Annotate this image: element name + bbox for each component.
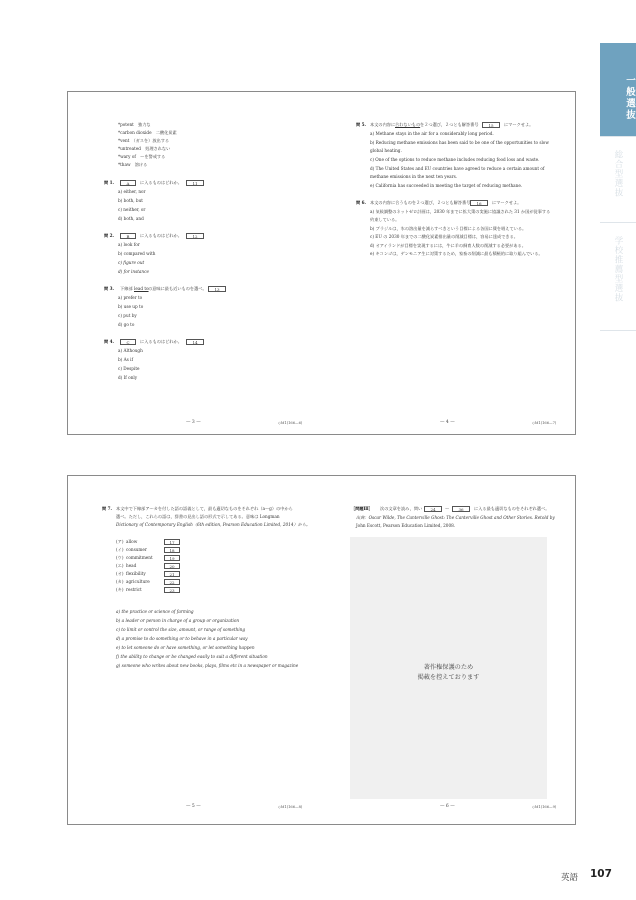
page-4 [322,92,576,434]
option: b) use up to [118,304,144,309]
question-text: にマークせよ。 [492,200,522,205]
option: d) for instance [118,269,149,274]
footer-page-number: 107 [590,868,612,880]
question-text: 下線部 [120,286,133,291]
option: global heating. [370,148,402,153]
section-tab-label: 一般選抜 [624,75,635,121]
page-5 [68,476,322,824]
question-label: 問 6. [356,200,367,205]
question-text: 本文の内容に [370,122,396,127]
question-text: に入るものはどれか。 [140,180,182,185]
question-text: に入る最も適切なものをそれぞれ選べ。 [474,506,550,511]
answer-number-box: 17 [164,539,180,545]
question-text: を２つ選び，２つとも解答番号 [420,122,479,127]
glossary-item: *vent （ガスを）放出する [118,138,170,143]
definition: d) a promise to do something or to behave in a particular way [116,636,248,641]
option: a) Although [118,348,143,353]
page-code: ◇M1(166—7) [532,421,557,425]
option: e) キコンゴは，ゲンモニア生に対策するため，家畜の削減に最も積極的に取り組んでいる。 [370,251,543,256]
option: b) both, but [118,198,143,203]
option: c) put by [118,313,137,318]
option: b) compared with [118,251,156,256]
target-word: head [126,563,137,568]
answer-blank: B [120,233,136,239]
copyright-notice-line: 掲載を控えております [417,674,480,681]
option: a) look for [118,242,140,247]
answer-number-box: 11 [186,180,204,186]
question-label: 問 7. [102,506,113,511]
answer-blank: A [120,180,136,186]
word-tag: (カ) [116,579,124,584]
target-word: restrict [126,587,142,592]
option: b) As if [118,357,134,362]
question-text: に入るものはどれか。 [140,339,182,344]
option: methane emissions in the next ten years. [370,174,458,179]
footer-subject: 英語 [561,873,579,883]
question-text: 本文中で下線部ア〜カを付した語の語義として，最も適切なものをそれぞれ（a〜g）の中から [116,506,293,511]
question-label: 問 2. [104,233,115,238]
question-label: 問 1. [104,180,115,185]
side-divider [600,330,636,331]
option: d) If only [118,375,138,380]
question-text: にマークせよ。 [504,122,534,127]
definition: e) to let someone do or have something, or let something happen [116,645,255,650]
question-text: に入るものはどれか。 [140,233,182,238]
target-word: allow [126,539,138,544]
page-code: ◇M1(166—9) [532,805,557,809]
side-label-sogo: 総合型選抜 [613,150,623,198]
target-word: flexibility [126,571,146,576]
page-code: ◇M1(166—6) [278,421,303,425]
answer-number-box: 12 [186,233,204,239]
page-code: ◇M1(166—8) [278,805,303,809]
option: b) ブラジルは，氷の溶出量を減らすべきという目標による各国に賛を唱えている。 [370,226,527,231]
definition: c) to limit or control the size, amount, or range of something [116,627,246,632]
option: c) neither, or [118,207,146,212]
glossary-item: *wary of 〜を警戒する [118,154,166,159]
page-number: — 4 — [440,420,455,425]
answer-number-box: 36 [452,506,470,512]
option: e) California has succeeded in meeting the target of reducing methane. [370,183,523,188]
answer-number-box: 16 [470,200,488,206]
underlined-phrase: lead to [134,286,149,291]
option: c) One of the options to reduce methane includes reducing food loss and waste. [370,157,540,162]
page-number: — 6 — [440,804,455,809]
side-divider [600,222,636,223]
option: a) either, nor [118,189,146,194]
underlined-phrase: 合わないもの [395,122,421,127]
definition: a) the practice or science of farming [116,609,194,614]
glossary-item: *potent 強力な [118,122,151,127]
word-tag: (キ) [116,587,124,592]
option: a) 気候調整のネットゼロ計画は，2030 年までに拡大策の実施に協議された 31 か国が従事する [370,209,551,214]
answer-number-box: 15 [482,122,500,128]
copyright-placeholder [350,537,547,799]
answer-number-box: 14 [186,339,204,345]
page-3 [68,92,322,434]
answer-number-box: 13 [208,286,226,292]
glossary-item: *untreated 処理されない [118,146,171,151]
page-number: — 3 — [186,420,201,425]
target-word: consumer [126,547,147,552]
question-text: Dictionary of Contemporary English（6th edition, Pearson Education Limited, 2014）から。 [116,522,311,527]
question-label: 問 5. [356,122,367,127]
answer-number-box: 24 [424,506,442,512]
option: b) Reducing methane emissions has been said to be one of the opportunities to slow [370,140,549,145]
section-tab [600,43,636,136]
question-text: 次の文章を読み，問い [380,506,423,511]
word-tag: (イ) [116,547,124,552]
question-text: の意味に最も近いものを選べ。 [148,286,207,291]
side-divider [600,136,636,137]
definition: b) a leader or person in charge of a group or organization [116,618,240,623]
answer-blank: C [120,339,136,345]
answer-number-box: 20 [164,563,180,569]
option: c) figure out [118,260,145,265]
option: d) オアイランドが目標を実現するには，牛に羊の飼育人数の削減する必要がある。 [370,243,526,248]
definition: g) someone who writes about new books, plays, films etc in a newspaper or magazine [116,663,299,668]
word-tag: (エ) [116,563,124,568]
question-text: 本文の内容に合うものを２つ選び，２つとも解答番号 [370,200,471,205]
answer-number-box: 18 [164,547,180,553]
option: a) prefer to [118,295,143,300]
question-text: 選べ。ただし，これらの語は，辞書の見出し語の形式で示してある。意味は Longman [116,514,280,519]
option: a) Methane stays in the air for a considerably long period. [370,131,494,136]
spread-top [67,91,576,435]
word-tag: (ア) [116,539,124,544]
target-word: agriculture [126,579,150,584]
word-tag: (ウ) [116,555,124,560]
answer-number-box: 22 [164,579,180,585]
question-label: 問 3. [104,286,115,291]
glossary-item: *carbon dioxide 二酸化炭素 [118,130,177,135]
option: d) both, and [118,216,144,221]
source-citation: 出典：Oscar Wilde, The Canterville Ghost: The Canterville Ghost and Other Stories. Retold by [356,515,555,520]
option: d) go to [118,322,135,327]
copyright-notice-line: 著作権保護のため [423,664,474,671]
page-number: — 5 — [186,804,201,809]
answer-number-box: 21 [164,571,180,577]
target-word: commitment [126,555,153,560]
glossary-item: *thaw 溶ける [118,162,148,167]
option: c) Despite [118,366,140,371]
section-heading: ［問題Ⅲ］ [351,506,373,511]
word-tag: (オ) [116,571,124,576]
option: c) EU の 2030 年までの二酸化炭素排出量の削減目標は，容易に達成できる。 [370,234,518,239]
option: d) The United States and EU countries have agreed to reduce a certain amount of [370,166,545,171]
source-citation: John Escott, Pearson Education Limited, 2008. [356,523,456,528]
answer-number-box: 23 [164,587,180,593]
range-tilde: 〜 [445,506,450,511]
answer-number-box: 19 [164,555,180,561]
side-label-suisen: 学校推薦型選抜 [613,236,623,303]
definition: f) the ability to change or be changed easily to suit a different situation [116,654,268,659]
option: 約束している。 [370,217,400,222]
question-label: 問 4. [104,339,115,344]
